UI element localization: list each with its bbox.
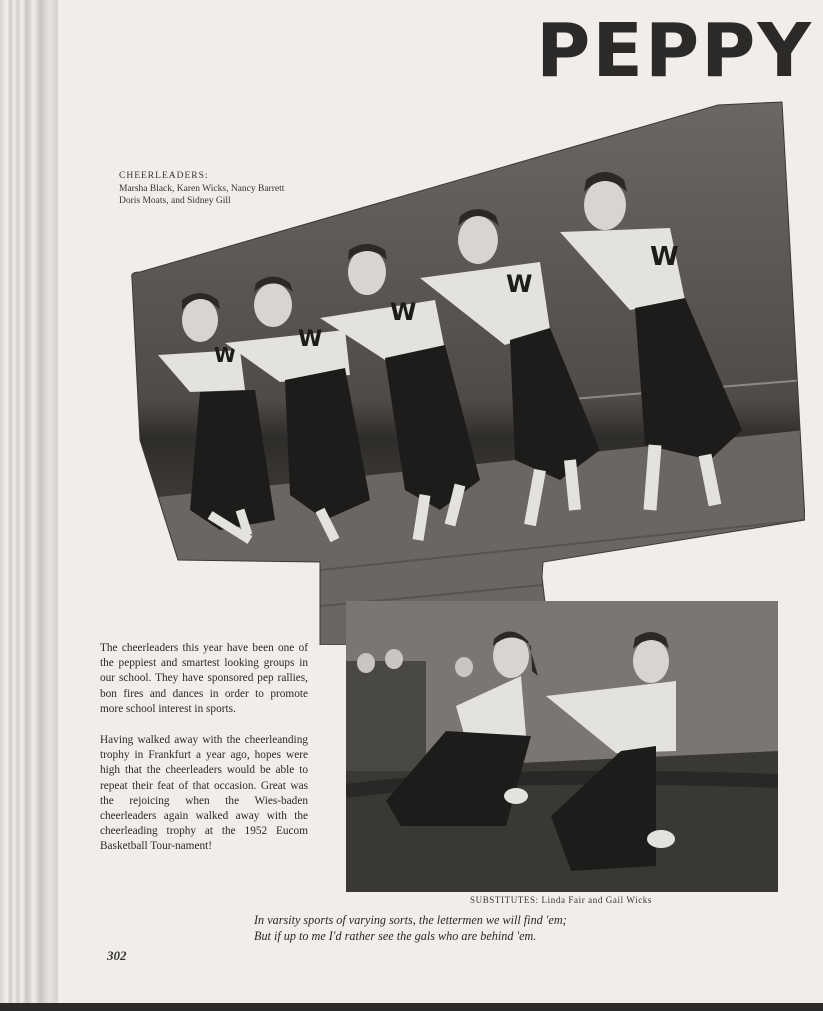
article-body	[100, 641, 308, 871]
page-number: 302	[107, 948, 127, 963]
svg-text:W: W	[650, 242, 679, 272]
svg-text:W: W	[298, 327, 323, 352]
book-spine-edges	[0, 0, 58, 1011]
article-paragraph: The cheerleaders this year have been one of the peppiest and smartest looking groups in our school. They have sponsored pep rallies, bon fires and dances in order to promote more school interest in sports.	[100, 642, 308, 715]
poem-line: In varsity sports of varying sorts, the lettermen we will find 'em;	[254, 913, 567, 927]
substitutes-photo	[346, 601, 778, 892]
svg-text:W: W	[506, 270, 533, 298]
poem	[254, 912, 567, 944]
poem-line: But if up to me I'd rather see the gals who are behind 'em.	[254, 929, 537, 943]
caption-names-line1: Marsha Black, Karen Wicks, Nancy Barrett	[119, 183, 285, 194]
cheerleaders-photo	[130, 100, 805, 645]
svg-text:W: W	[214, 343, 237, 367]
article-paragraph: Having walked away with the cheerleanding trophy in Frankfurt a year ago, hopes were high that the cheerleaders would be able to repeat their feat of that occasion. Great was the rejoicing when the Wies-baden cheerleaders again walked away with the cheerleading trophy at the 1952 Eucom Basketball Tour-nament!	[100, 734, 308, 853]
caption-heading: CHEERLEADERS:	[119, 171, 209, 181]
page-title: PEPPY	[536, 8, 813, 94]
substitutes-caption: SUBSTITUTES: Linda Fair and Gail Wicks	[470, 895, 653, 905]
page-bottom-edge	[0, 1003, 823, 1011]
svg-text:W: W	[390, 298, 417, 326]
caption-names-line2: Doris Moats, and Sidney Gill	[119, 196, 231, 206]
